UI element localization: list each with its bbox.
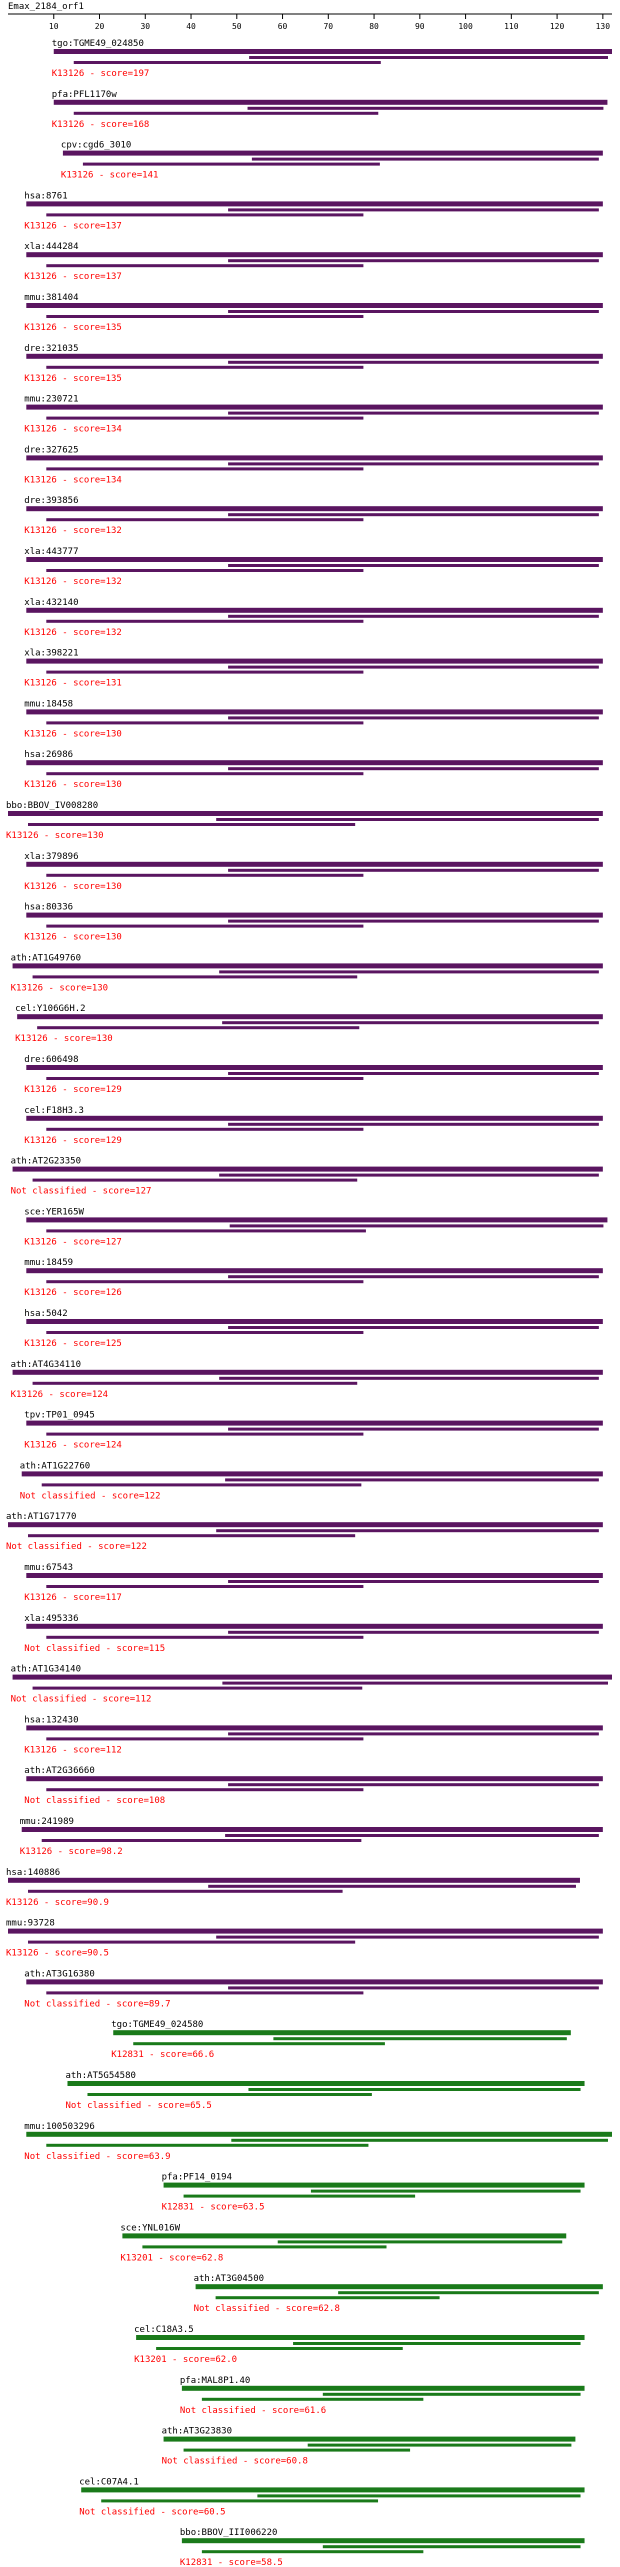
hit-segment: [228, 564, 599, 567]
hit-label: hsa:8761: [24, 191, 68, 202]
tick-label: 130: [595, 22, 611, 31]
hit-segment: [248, 107, 604, 110]
hit-label: ath:AT1G49760: [10, 953, 82, 964]
hit-score: K13126 - score=141: [60, 170, 159, 181]
hit-bar: [26, 760, 603, 765]
hit-label: ath:AT1G71770: [6, 1512, 77, 1523]
hit-label: ath:AT2G23350: [10, 1156, 82, 1167]
hit-score: Not classified - score=115: [24, 1643, 166, 1654]
hit-score: Not classified - score=60.5: [79, 2507, 226, 2518]
hit-segment: [231, 2139, 608, 2142]
hit-segment: [228, 1986, 599, 1989]
hit-segment: [225, 1478, 599, 1481]
hit-bar: [26, 1776, 603, 1781]
hit-segment: [184, 2449, 410, 2452]
hit-label: cpv:cgd6_3010: [60, 140, 132, 151]
hit-segment: [222, 1682, 608, 1685]
hit-score: K13201 - score=62.0: [134, 2355, 238, 2365]
hit-segment: [202, 2550, 423, 2553]
hit-bar: [26, 1217, 607, 1222]
hit-score: K13126 - score=130: [24, 729, 122, 740]
hit-segment: [228, 1326, 599, 1329]
hit-score: K13126 - score=168: [51, 119, 150, 130]
hit-label: ath:AT1G34140: [10, 1664, 82, 1675]
hit-list: [6, 39, 612, 2567]
hit-segment: [46, 569, 363, 572]
hit-label: dre:327625: [24, 445, 79, 456]
hit-segment: [228, 208, 599, 211]
hit-label: pfa:PFL1170w: [51, 89, 117, 100]
hit-bar: [26, 252, 603, 257]
hit-score: K13126 - score=98.2: [19, 1847, 123, 1857]
hit-label: mmu:241989: [19, 1817, 74, 1827]
hit-bar: [63, 151, 603, 156]
hit-segment: [46, 1077, 363, 1080]
hit-label: dre:606498: [24, 1055, 79, 1065]
hit-score: K13126 - score=137: [24, 272, 122, 283]
hit-score: K13126 - score=126: [24, 1288, 122, 1299]
hit-score: Not classified - score=89.7: [24, 1999, 171, 2010]
hit-score: K13126 - score=134: [24, 424, 122, 435]
hit-label: mmu:230721: [24, 394, 79, 405]
axis-ticks: [49, 14, 610, 31]
hit-segment: [228, 1631, 599, 1634]
hit-label: cel:C07A4.1: [79, 2477, 139, 2488]
hit-segment: [216, 1529, 599, 1532]
hit-label: mmu:67543: [24, 1563, 74, 1573]
hit-bar: [26, 1979, 603, 1984]
hit-score: K13126 - score=130: [24, 932, 122, 943]
hit-label: pfa:MAL8P1.40: [179, 2375, 251, 2386]
hit-label: ath:AT3G16380: [24, 1969, 95, 1980]
tick-label: 60: [277, 22, 288, 31]
hit-bar: [13, 963, 603, 968]
hit-label: sce:YER165W: [24, 1207, 84, 1218]
hit-segment: [74, 61, 381, 64]
hit-segment: [228, 666, 599, 669]
hit-score: K13126 - score=135: [24, 323, 122, 333]
hit-score: K13126 - score=132: [24, 627, 122, 638]
hit-segment: [323, 2393, 581, 2396]
hit-segment: [208, 1885, 576, 1888]
hit-segment: [228, 513, 599, 516]
hit-bar: [26, 557, 603, 562]
hit-segment: [248, 2088, 580, 2091]
hit-segment: [222, 1021, 599, 1024]
hit-bar: [26, 2132, 612, 2137]
hit-segment: [28, 1890, 343, 1893]
hit-label: mmu:381404: [24, 293, 79, 303]
hit-bar: [164, 2437, 576, 2442]
hit-label: sce:YNL016W: [120, 2223, 181, 2234]
hit-score: Not classified - score=122: [19, 1491, 161, 1502]
hit-label: hsa:80336: [24, 902, 74, 913]
hit-bar: [54, 49, 612, 54]
hit-score: K13126 - score=134: [24, 475, 122, 486]
hit-label: cel:C18A3.5: [134, 2325, 194, 2335]
hit-segment: [273, 2037, 566, 2040]
hit-score: K13126 - score=90.9: [6, 1897, 109, 1908]
hit-segment: [46, 1991, 363, 1994]
hit-label: ath:AT3G23830: [161, 2426, 233, 2437]
hit-segment: [228, 1783, 599, 1786]
hit-score: K13126 - score=117: [24, 1593, 122, 1603]
hit-label: mmu:93728: [6, 1918, 55, 1929]
hit-score: K13126 - score=197: [51, 69, 150, 79]
hit-segment: [83, 163, 380, 166]
hit-segment: [225, 1834, 599, 1837]
hit-score: K13126 - score=132: [24, 577, 122, 587]
hit-score: K13126 - score=130: [24, 881, 122, 892]
hit-score: Not classified - score=61.6: [179, 2405, 327, 2416]
hit-segment: [142, 2245, 386, 2248]
hit-segment: [228, 767, 599, 770]
hit-score: K13126 - score=130: [10, 983, 109, 994]
tick-label: 50: [231, 22, 242, 31]
hit-segment: [228, 412, 599, 415]
tick-label: 100: [458, 22, 473, 31]
tick-label: 110: [504, 22, 519, 31]
hit-segment: [87, 2093, 371, 2096]
hit-bar: [26, 201, 603, 206]
hit-segment: [33, 1687, 363, 1690]
hit-bar: [26, 659, 603, 664]
hit-bar: [26, 1065, 603, 1070]
hit-score: K13126 - score=112: [24, 1745, 122, 1756]
hit-label: xla:398221: [24, 648, 79, 659]
hit-bar: [13, 1370, 603, 1375]
hit-segment: [46, 1280, 363, 1283]
hit-segment: [46, 264, 363, 267]
hit-segment: [228, 1275, 599, 1278]
hit-score: K13126 - score=129: [24, 1135, 122, 1146]
hit-score: Not classified - score=60.8: [161, 2456, 308, 2467]
hit-score: K13126 - score=124: [10, 1389, 109, 1400]
hit-label: ath:AT5G54580: [65, 2071, 136, 2081]
hit-label: xla:495336: [24, 1613, 79, 1624]
hit-segment: [37, 1026, 359, 1029]
hit-bar: [8, 1878, 580, 1883]
hit-bar: [182, 2538, 585, 2543]
hit-bar: [8, 1929, 603, 1934]
hit-label: ath:AT2G36660: [24, 1766, 95, 1777]
hit-score: K13126 - score=131: [24, 678, 122, 689]
hit-label: mmu:18458: [24, 699, 74, 710]
tick-label: 80: [369, 22, 379, 31]
hit-bar: [26, 405, 603, 410]
hit-segment: [228, 310, 599, 313]
hit-score: Not classified - score=108: [24, 1796, 166, 1807]
hit-segment: [257, 2494, 580, 2497]
hit-bar: [26, 1319, 603, 1324]
hit-score: K12831 - score=63.5: [161, 2202, 265, 2213]
hit-label: bbo:BBOV_III006220: [179, 2528, 278, 2539]
hit-score: K13126 - score=135: [24, 373, 122, 384]
hit-score: Not classified - score=127: [10, 1186, 152, 1197]
hit-segment: [228, 1123, 599, 1126]
hit-segment: [216, 818, 599, 821]
hit-label: xla:379896: [24, 851, 79, 862]
hit-score: K12831 - score=58.5: [179, 2558, 283, 2567]
hit-segment: [228, 462, 599, 465]
hit-score: Not classified - score=63.9: [24, 2151, 171, 2162]
hit-segment: [46, 315, 363, 318]
hit-bar: [81, 2487, 584, 2492]
hit-score: Not classified - score=122: [6, 1542, 147, 1553]
hit-segment: [28, 1534, 355, 1537]
hit-bar: [164, 2183, 585, 2188]
hit-segment: [308, 2444, 572, 2447]
hit-label: mmu:18459: [24, 1258, 74, 1269]
hit-bar: [26, 354, 603, 359]
hit-label: bbo:BBOV_IV008280: [6, 801, 99, 811]
hit-segment: [74, 112, 379, 115]
hit-bar: [17, 1014, 603, 1019]
hit-segment: [228, 1732, 599, 1735]
hit-score: Not classified - score=62.8: [193, 2304, 340, 2315]
hit-segment: [28, 1941, 355, 1944]
hit-segment: [46, 1433, 363, 1436]
hit-label: ath:AT3G04500: [193, 2274, 265, 2285]
hit-score: K13126 - score=124: [24, 1440, 122, 1451]
hit-bar: [26, 1624, 603, 1629]
hit-segment: [46, 1331, 363, 1334]
hit-segment: [156, 2347, 403, 2350]
hit-bar: [196, 2284, 603, 2289]
tick-label: 90: [414, 22, 425, 31]
tick-label: 120: [549, 22, 565, 31]
hit-bar: [136, 2335, 584, 2340]
hit-segment: [216, 2296, 440, 2299]
hit-score: K13126 - score=90.5: [6, 1948, 109, 1959]
hit-bar: [67, 2081, 584, 2086]
hit-label: hsa:5042: [24, 1309, 68, 1319]
hit-segment: [33, 975, 358, 978]
hit-bar: [26, 1573, 603, 1578]
hit-label: ath:AT1G22760: [19, 1461, 91, 1472]
hit-segment: [228, 1580, 599, 1583]
hit-segment: [42, 1483, 362, 1486]
hit-score: K13126 - score=130: [15, 1034, 113, 1045]
hit-label: cel:Y106G6H.2: [15, 1004, 86, 1015]
hit-segment: [28, 823, 355, 826]
hit-segment: [46, 2144, 368, 2147]
hit-bar: [26, 1116, 603, 1121]
tick-label: 30: [140, 22, 151, 31]
hit-segment: [323, 2545, 581, 2548]
hit-segment: [33, 1382, 358, 1385]
hit-bar: [26, 709, 603, 714]
hit-score: K13126 - score=129: [24, 1085, 122, 1095]
hit-segment: [46, 1737, 363, 1740]
hit-label: tgo:TGME49_024850: [51, 39, 144, 49]
hit-bar: [26, 608, 603, 613]
hit-bar: [54, 100, 608, 105]
hit-bar: [8, 811, 603, 816]
hit-segment: [42, 1839, 362, 1842]
hit-label: dre:393856: [24, 496, 79, 507]
hit-label: pfa:PF14_0194: [161, 2172, 233, 2183]
hit-bar: [26, 1725, 603, 1730]
hit-bar: [22, 1471, 603, 1476]
hit-bar: [26, 1268, 603, 1273]
hit-segment: [230, 1224, 604, 1227]
hit-segment: [33, 1179, 358, 1182]
hit-bar: [26, 1421, 603, 1426]
hit-score: K13126 - score=137: [24, 221, 122, 232]
hit-segment: [46, 721, 363, 724]
tick-label: 40: [186, 22, 196, 31]
hit-segment: [46, 213, 363, 216]
hit-segment: [184, 2195, 416, 2198]
hit-bar: [13, 1167, 603, 1172]
hit-segment: [46, 1636, 363, 1639]
hit-score: K13126 - score=132: [24, 526, 122, 537]
hit-segment: [228, 716, 599, 719]
hit-bar: [13, 1675, 612, 1680]
hit-segment: [228, 615, 599, 618]
hit-segment: [219, 970, 599, 973]
hit-segment: [46, 1128, 363, 1131]
hit-segment: [228, 869, 599, 872]
hit-segment: [228, 1428, 599, 1431]
hit-label: mmu:100503296: [24, 2121, 95, 2132]
hit-segment: [46, 925, 363, 928]
hit-label: xla:444284: [24, 242, 79, 253]
hit-bar: [8, 1522, 603, 1527]
hit-label: ath:AT4G34110: [10, 1359, 82, 1370]
hit-segment: [228, 361, 599, 364]
hit-segment: [46, 874, 363, 877]
hit-label: dre:321035: [24, 343, 79, 354]
hit-score: K13126 - score=125: [24, 1339, 122, 1349]
hit-score: K13126 - score=130: [24, 780, 122, 791]
tick-label: 10: [48, 22, 59, 31]
hit-score: Not classified - score=65.5: [65, 2101, 212, 2111]
tick-label: 70: [323, 22, 334, 31]
hit-bar: [26, 913, 603, 918]
hit-segment: [101, 2499, 378, 2502]
hit-score: K13126 - score=130: [6, 831, 104, 841]
hit-bar: [26, 862, 603, 867]
hit-label: hsa:26986: [24, 750, 74, 761]
hit-segment: [219, 1377, 599, 1380]
hit-bar: [26, 303, 603, 308]
hit-segment: [202, 2398, 423, 2401]
hit-segment: [46, 417, 363, 420]
hit-segment: [228, 1072, 599, 1075]
hit-segment: [46, 772, 363, 775]
hit-segment: [46, 1788, 363, 1791]
hit-segment: [46, 620, 363, 623]
hit-segment: [46, 671, 363, 674]
hit-segment: [338, 2291, 599, 2294]
hit-segment: [278, 2240, 563, 2243]
hit-label: xla:432140: [24, 597, 79, 608]
hit-segment: [252, 158, 599, 161]
hit-score: K13126 - score=127: [24, 1237, 122, 1248]
hit-label: cel:F18H3.3: [24, 1105, 84, 1116]
hit-score: K13201 - score=62.8: [120, 2253, 224, 2264]
hit-bar: [113, 2030, 571, 2035]
hit-bar: [122, 2233, 566, 2238]
hit-segment: [311, 2190, 581, 2193]
hit-label: hsa:140886: [6, 1867, 61, 1878]
hit-label: tgo:TGME49_024580: [111, 2020, 204, 2031]
hit-segment: [46, 1585, 363, 1588]
hit-score: K12831 - score=66.6: [111, 2050, 215, 2061]
hit-segment: [46, 467, 363, 470]
hit-bar: [26, 506, 603, 511]
hit-segment: [219, 1174, 599, 1177]
hit-segment: [46, 1229, 366, 1232]
hit-segment: [249, 56, 608, 59]
hit-segment: [46, 518, 363, 521]
hit-label: xla:443777: [24, 547, 79, 557]
hit-segment: [228, 920, 599, 923]
hit-label: hsa:132430: [24, 1715, 79, 1726]
hit-bar: [182, 2386, 585, 2391]
hit-label: tpv:TP01_0945: [24, 1410, 95, 1421]
hit-bar: [22, 1827, 603, 1832]
hit-bar: [26, 455, 603, 460]
chart-title: Emax_2184_orf1: [8, 2, 84, 12]
hit-segment: [293, 2342, 580, 2345]
hit-segment: [46, 366, 363, 369]
hit-score: Not classified - score=112: [10, 1694, 152, 1705]
hit-segment: [216, 1936, 599, 1939]
tick-label: 20: [94, 22, 105, 31]
hit-segment: [133, 2042, 385, 2045]
hit-segment: [228, 259, 599, 262]
